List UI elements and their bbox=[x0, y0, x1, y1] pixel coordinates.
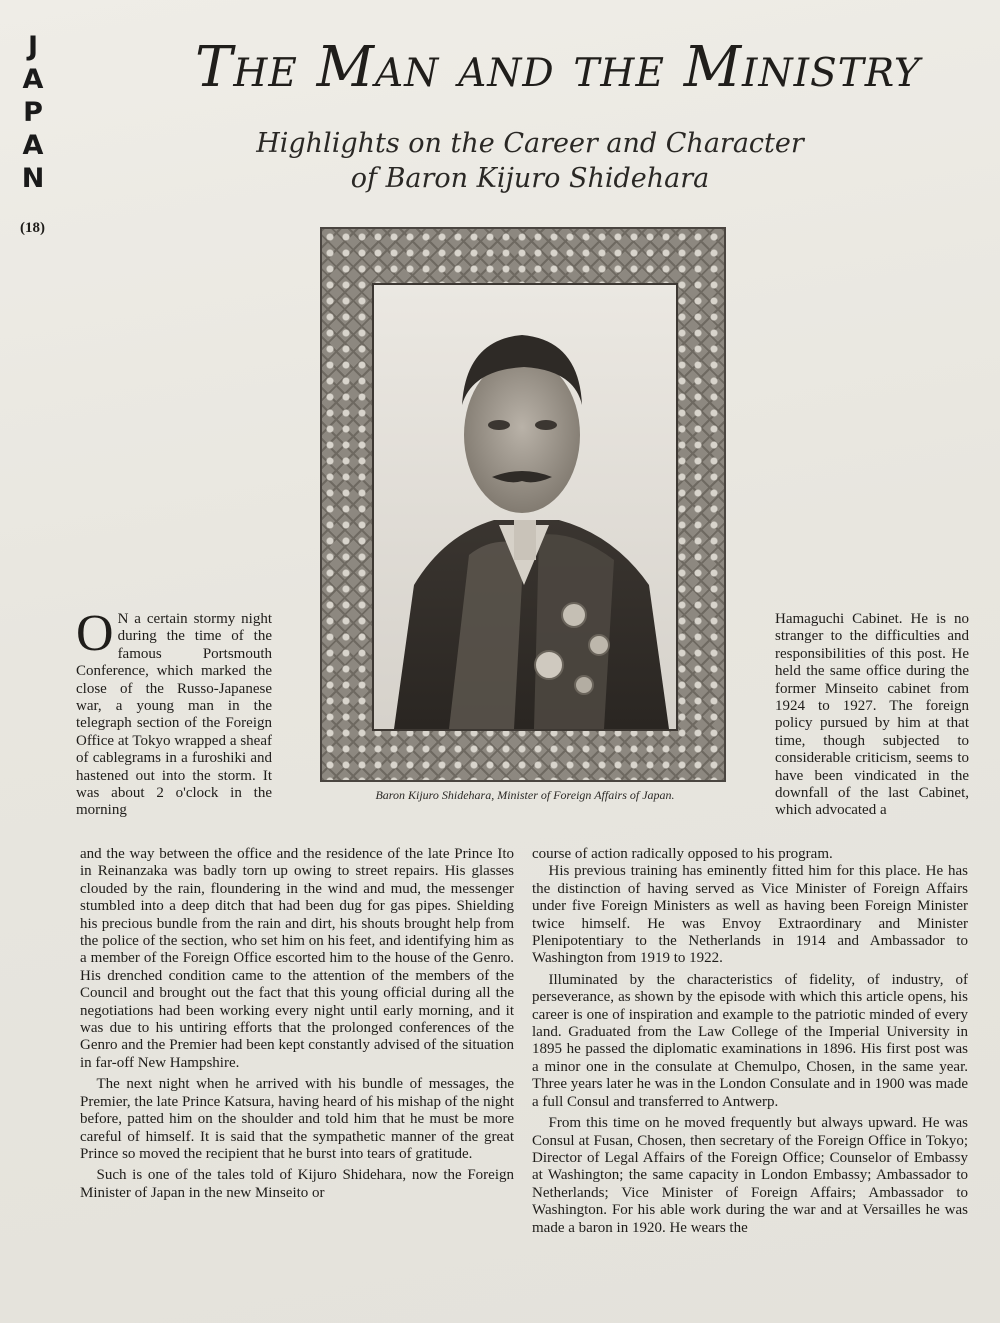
photo-caption: Baron Kijuro Shidehara, Minister of Foreign Affairs of Japan. bbox=[375, 788, 675, 802]
paragraph: Such is one of the tales told of Kijuro Shidehara, now the Foreign Minister of Japan in the new Minseito or bbox=[80, 1167, 514, 1201]
magazine-masthead-vertical bbox=[16, 30, 50, 195]
paragraph: From this time on he moved frequently but always upward. He was Consul at Fusan, Chosen, then secretary of the Foreign Office in Tokyo; Director of Legal Affairs of the Foreign Office; Counselor of Embassy at Washington; the same capacity in London Embassy; Ambassador to Netherlands; Vice Minister of Foreign Affairs; Ambassador to Washington. For his able work during the war and at Versailles he was made a baron in 1920. He wears the bbox=[532, 1115, 968, 1236]
paragraph: Illuminated by the characteristics of fidelity, of industry, of perseverance, as shown by the episode with which this article opens, his career is one of inspiration and example to the patriotic minded of every land. Graduated from the Law College of the Imperial University in 1895 he passed the diplomatic examinations in 1896. His first post was a minor one in the consulate at Chemulpo, Chosen, in the same year. Three years later he was in the London Consulate and in 1900 was made a full Consul and transferred to Antwerp. bbox=[532, 971, 968, 1110]
masthead-letter: A bbox=[22, 64, 44, 95]
masthead-letter: J bbox=[27, 31, 39, 62]
article-title: The Man and the Ministry bbox=[195, 35, 921, 100]
article-subtitle bbox=[230, 126, 830, 196]
drop-cap: O bbox=[76, 605, 114, 662]
paragraph: and the way between the office and the residence of the late Prince Ito in Reinanzaka was badly torn up owing to street repairs. His glasses clouded by the rain, floundering in the wind and mud, the messenger stumbled into a deep ditch that had been dug for gas pipes. Shielding his precious bundle from the rain and dirt, his shouts brought help from the police of the section, who set him on his feet, and identifying him as a member of the Foreign Office escorted him to the house of the Genro. His drenched condition came to the attention of the members of the Council and brought out the fact that this young official during all the negotiations had been working every night until early morning, and it was due to his untiring efforts that the prolonged conferences of the Genro and the Premier had been kept constantly advised of the situation in far-off New Hampshire. bbox=[80, 846, 514, 1071]
subtitle-line-1: Highlights on the Career and Character bbox=[256, 128, 804, 159]
masthead-letter: N bbox=[21, 163, 45, 194]
paragraph: Hamaguchi Cabinet. He is no stranger to the difficulties and responsibilities of this post. He held the same office during the former Minseito cabinet from 1924 to 1927. The foreign policy pursued by him at that time, though subjected to considerable criticism, seems to have been vindicated in the downfall of the last Cabinet, which advocated a bbox=[775, 611, 969, 819]
masthead-letter: P bbox=[23, 97, 43, 128]
right-column-body bbox=[532, 846, 968, 1237]
right-column-top bbox=[775, 611, 969, 820]
portrait-frame bbox=[320, 227, 726, 782]
intro-paragraph: N a certain stormy night during the time of the famous Portsmouth Conference, which marked the close of the Russo-Japanese war, a young man in the telegraph section of the Foreign Office at Tokyo wrapped a sheaf of cablegrams in a furoshiki and hastened out into the storm. It was about 2 o'clock in the morning bbox=[76, 611, 272, 819]
masthead-letter: A bbox=[22, 130, 44, 161]
article-intro-column bbox=[76, 605, 272, 820]
paragraph: The next night when he arrived with his bundle of messages, the Premier, the late Prince Katsura, having heard of his mishap of the night before, patted him on the shoulder and told him that he must be more careful of himself. It is said that the sympathetic manner of the great Prince so moved the recipient that he burst into tears of gratitude. bbox=[80, 1076, 514, 1162]
portrait-illustration bbox=[374, 285, 676, 729]
page-number: (18) bbox=[20, 220, 45, 236]
subtitle-line-2: of Baron Kijuro Shidehara bbox=[350, 163, 710, 194]
portrait-photo bbox=[372, 283, 678, 731]
paragraph: course of action radically opposed to his program. bbox=[532, 846, 833, 862]
paragraph: His previous training has eminently fitted him for this place. He has the distinction of having served as Vice Minister of Foreign Affairs under five Foreign Ministers as well as having been Foreign Minister twice himself. He was Envoy Extraordinary and Minister Plenipotentiary to the Netherlands in 1914 and Ambassador to Washington from 1919 to 1922. bbox=[532, 863, 968, 967]
left-column-body bbox=[80, 846, 514, 1202]
